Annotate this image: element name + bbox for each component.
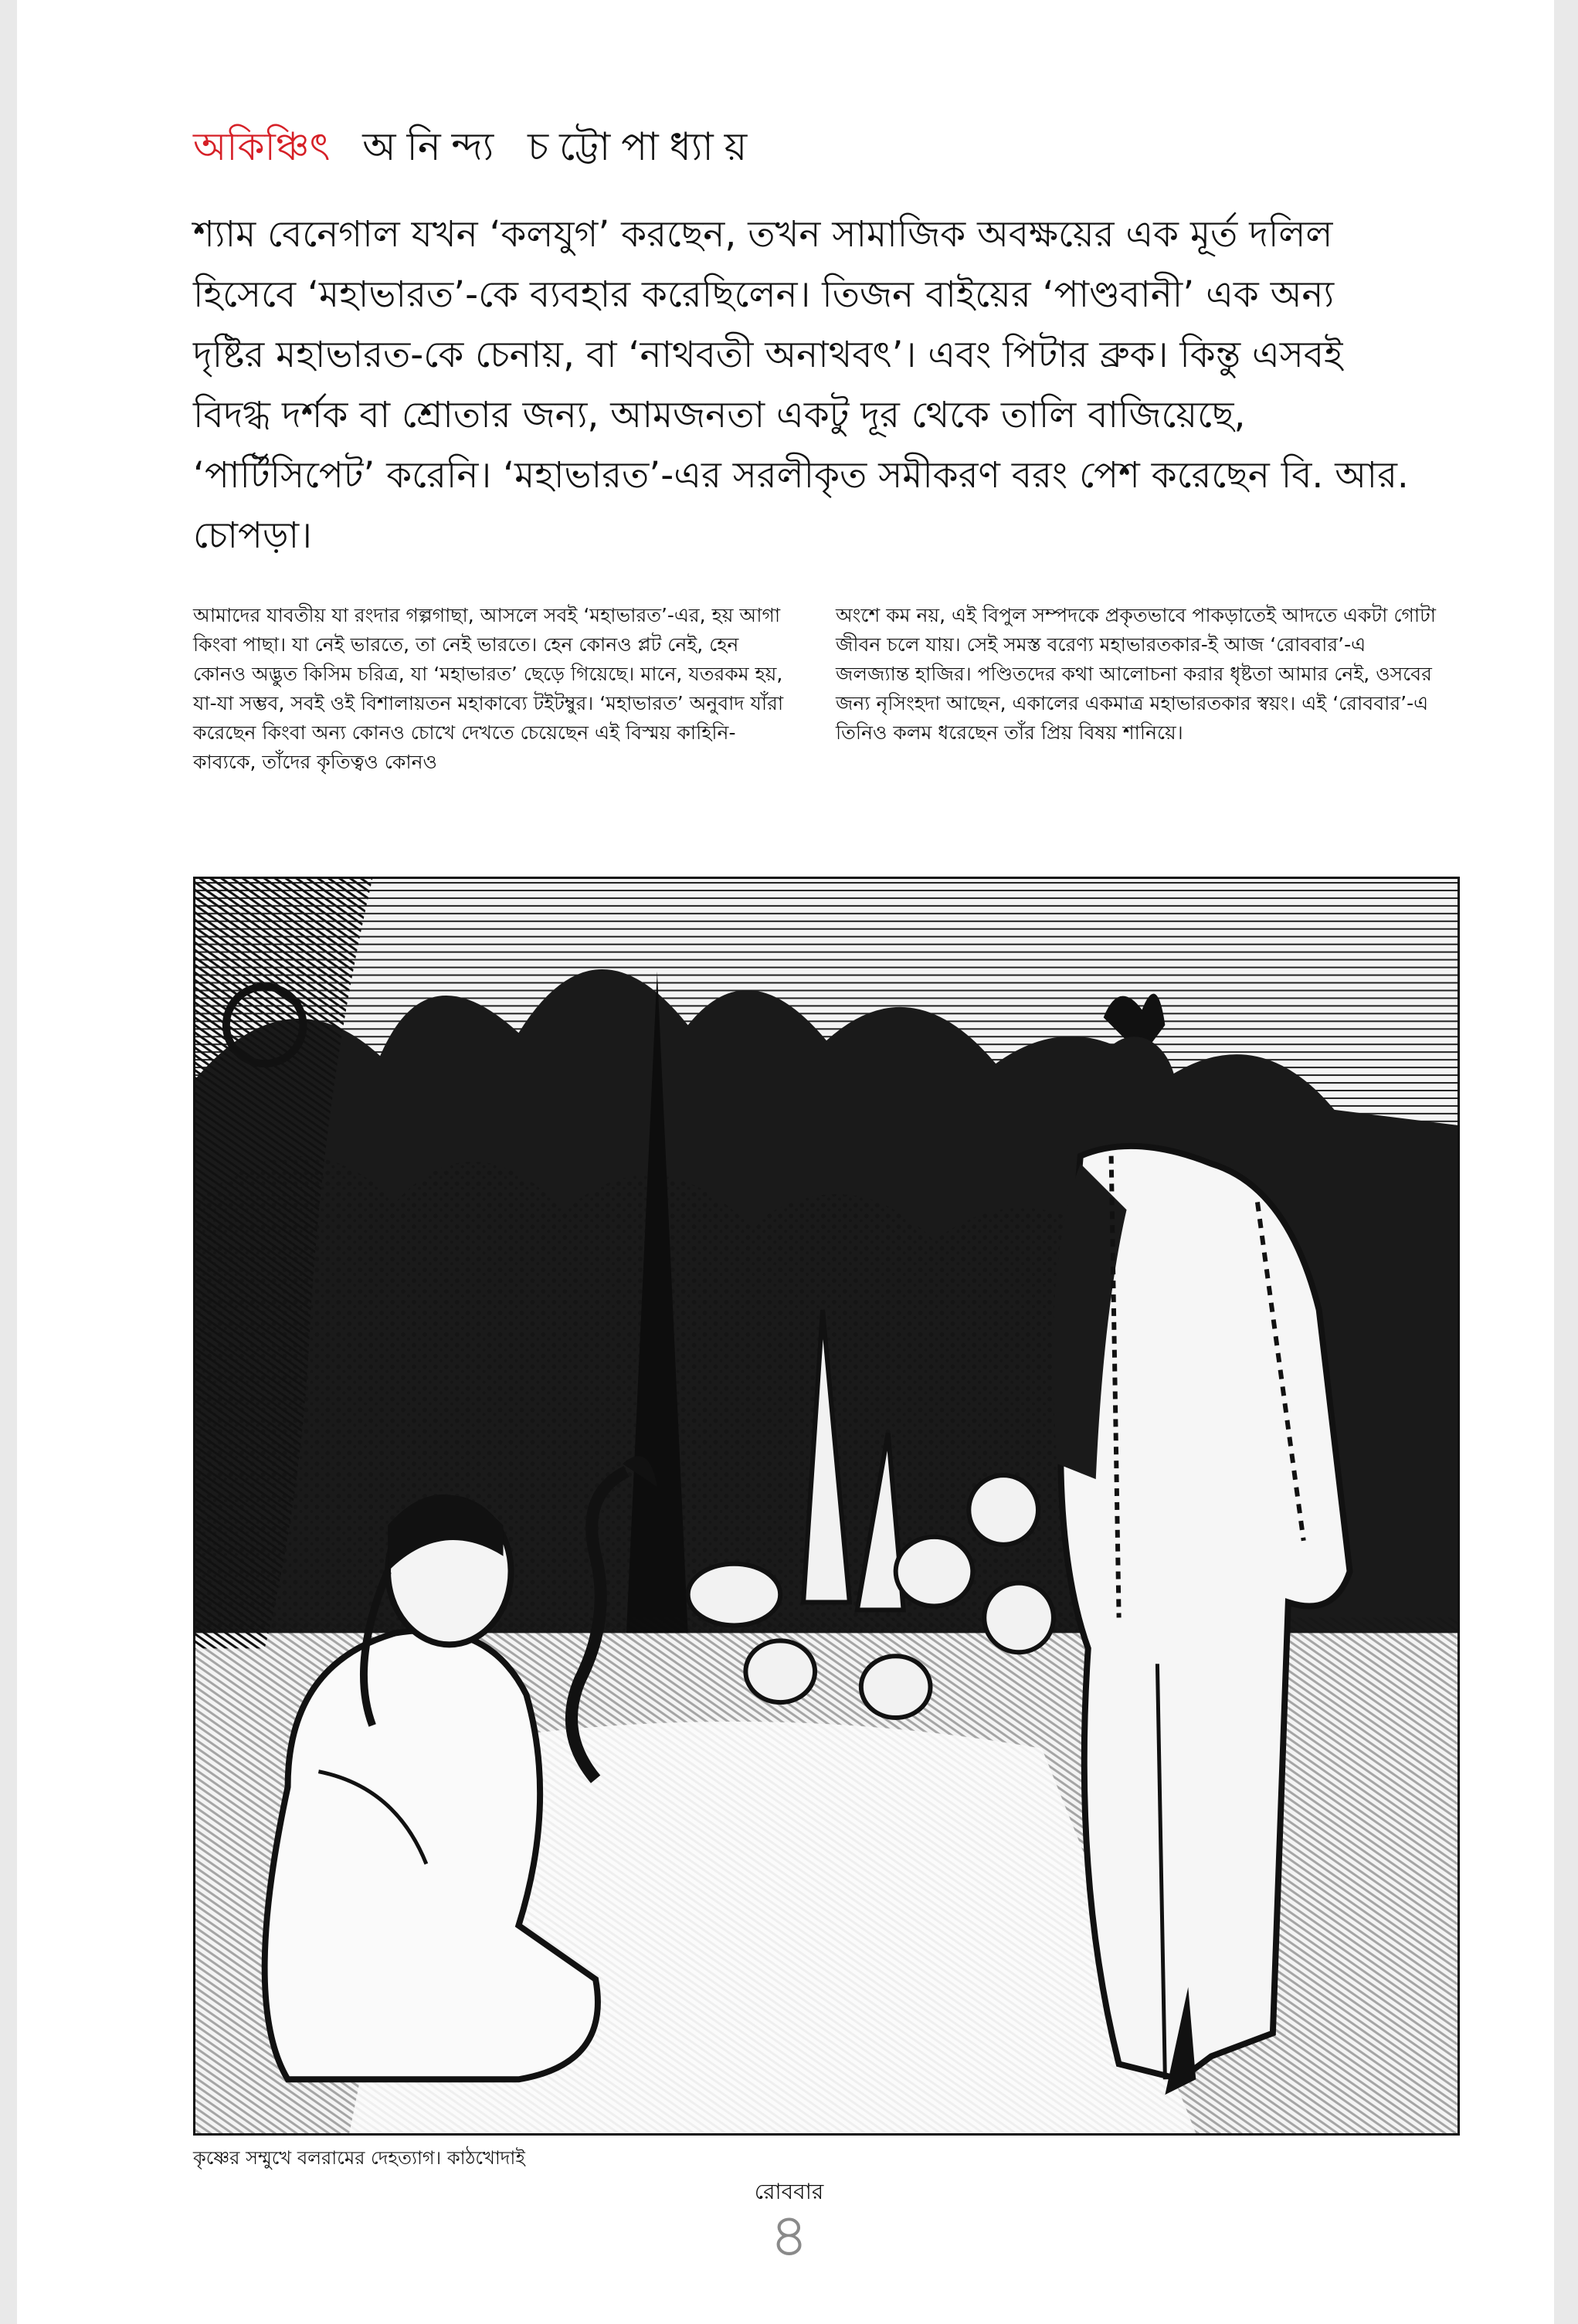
section-name: অকিঞ্চিৎ [193, 124, 331, 169]
section-header [193, 116, 758, 178]
author-name: অনিন্দ্য চট্টোপাধ্যায় [362, 124, 758, 169]
figure-caption: কৃষ্ণের সম্মুখে বলরামের দেহত্যাগ। কাঠখোদাই [193, 2147, 525, 2169]
woodcut-illustration [193, 877, 1460, 2136]
publication-name: রোববার [754, 2179, 824, 2204]
lede-paragraph: শ্যাম বেনেগাল যখন ‘কলযুগ’ করছেন, তখন সামাজিক অবক্ষয়ের এক মূর্ত দলিল হিসেবে ‘মহাভারত’-কে ব্যবহার করেছিলেন। তিজন বাইয়ের ‘পাণ্ডবানী’ এক অন্য দৃষ্টির মহাভারত-কে চেনায়, বা ‘নাথবতী অনাথবৎ’। এবং পিটার ব্রুক। কিন্তু এসবই বিদগ্ধ দর্শক বা শ্রোতার জন্য, আমজনতা একটু দূর থেকে তালি বাজিয়েছে, ‘পার্টিসিপেট’ করেনি। ‘মহাভারত’-এর সরলীকৃত সমীকরণ বরং পেশ করেছেন বি. আর. চোপড়া। [193, 213, 1409, 557]
woodcut-artwork [195, 879, 1458, 2133]
body-column-left: আমাদের যাবতীয় যা রংদার গল্পগাছা, আসলে সবই ‘মহাভারত’-এর, হয় আগা কিংবা পাছা। যা নেই ভারতে, তা নেই ভারতে। হেন কোনও প্লট নেই, হেন কোনও অদ্ভুত কিসিম চরিত্র, যা ‘মহাভারত’ ছেড়ে গিয়েছে। মানে, যতরকম হয়, যা-যা সম্ভব, সবই ওই বিশালায়তন মহাকাব্যে টইটম্বুর। ‘মহাভারত’ অনুবাদ যাঁরা করেছেন কিংবা অন্য কোনও চোখে দেখতে চেয়েছেন এই বিস্ময় কাহিনি-কাব্যকে, তাঁদের কৃতিত্বও কোনও [193, 604, 784, 773]
body-column-right: অংশে কম নয়, এই বিপুল সম্পদকে প্রকৃতভাবে পাকড়াতেই আদতে একটা গোটা জীবন চলে যায়। সেই সমস্ত বরেণ্য মহাভারতকার-ই আজ ‘রোববার’-এ জলজ্যান্ত হাজির। পণ্ডিতদের কথা আলোচনা করার ধৃষ্টতা আমার নেই, ওসবের জন্য নৃসিংহদা আছেন, একালের একমাত্র মহাভারতকার স্বয়ং। এই ‘রোববার’-এ তিনিও কলম ধরেছেন তাঁর প্রিয় বিষয় শানিয়ে। [836, 604, 1437, 744]
page-number: ৪ [769, 2201, 809, 2271]
